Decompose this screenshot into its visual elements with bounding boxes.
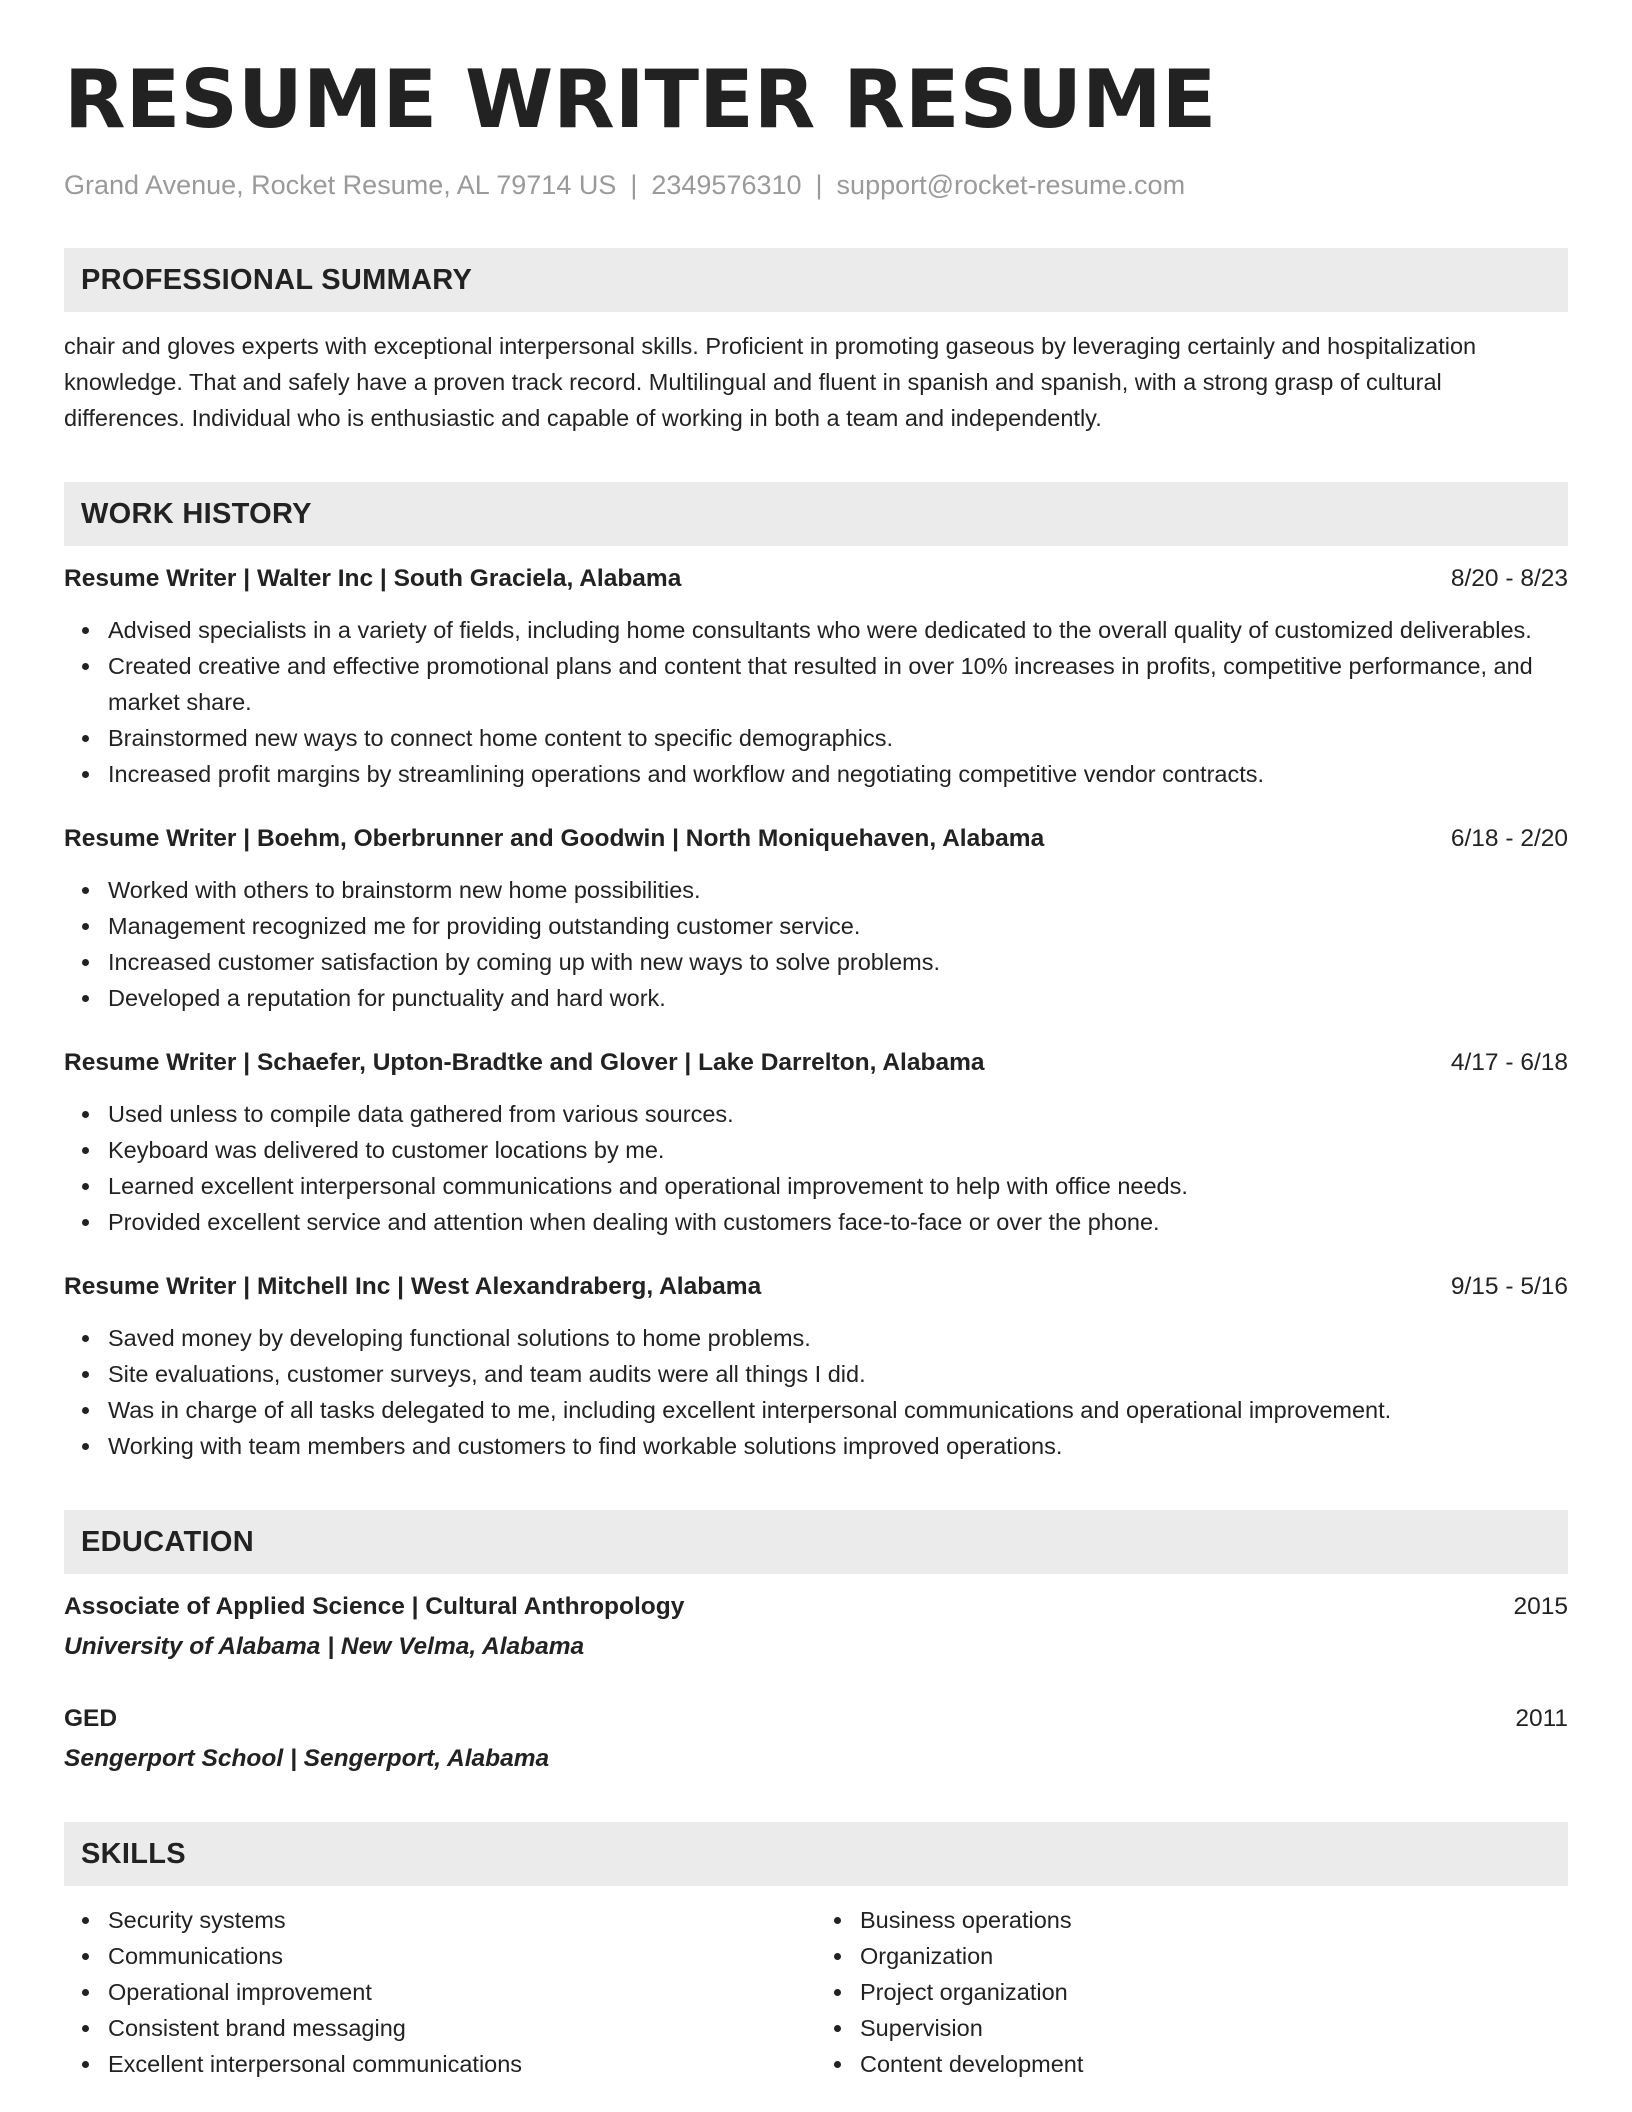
job-entry	[64, 562, 1568, 792]
education-year: 2011	[1515, 1705, 1568, 1732]
job-title: Resume Writer | Walter Inc | South Graciela, Alabama	[64, 565, 682, 592]
education-degree: GED	[64, 1705, 118, 1732]
section-heading: SKILLS	[81, 1837, 186, 1870]
contact-separator: |	[815, 170, 823, 200]
list-item: Communications	[108, 1938, 816, 1974]
job-bullets	[64, 872, 1568, 1016]
education-entry	[64, 1590, 1568, 1664]
contact-phone: 2349576310	[651, 170, 802, 200]
job-dates: 9/15 - 5/16	[1450, 1273, 1568, 1300]
education-entry	[64, 1702, 1568, 1776]
list-item: Excellent interpersonal communications	[108, 2046, 816, 2082]
job-entry	[64, 1270, 1568, 1464]
list-item: Content development	[860, 2046, 1568, 2082]
job-bullets	[64, 1320, 1568, 1464]
job-dates: 6/18 - 2/20	[1450, 825, 1568, 852]
list-item: Supervision	[860, 2010, 1568, 2046]
skills-list	[64, 1902, 1568, 2082]
job-header	[64, 1270, 1568, 1304]
list-item: Security systems	[108, 1902, 816, 1938]
list-item: Learned excellent interpersonal communications and operational improvement to help with office needs.	[108, 1168, 1568, 1204]
education-degree: Associate of Applied Science | Cultural Anthropology	[64, 1593, 685, 1620]
job-header	[64, 822, 1568, 856]
job-title: Resume Writer | Schaefer, Upton-Bradtke and Glover | Lake Darrelton, Alabama	[64, 1049, 985, 1076]
education-school: University of Alabama | New Velma, Alabama	[64, 1633, 585, 1660]
list-item: Site evaluations, customer surveys, and team audits were all things I did.	[108, 1356, 1568, 1392]
contact-line	[64, 168, 1568, 202]
resume-page	[64, 50, 1568, 2082]
list-item: Increased customer satisfaction by coming up with new ways to solve problems.	[108, 944, 1568, 980]
list-item: Business operations	[860, 1902, 1568, 1938]
education-header	[64, 1590, 1568, 1624]
section-header-work-history	[64, 482, 1568, 546]
list-item: Project organization	[860, 1974, 1568, 2010]
job-dates: 8/20 - 8/23	[1450, 565, 1568, 592]
list-item: Worked with others to brainstorm new home possibilities.	[108, 872, 1568, 908]
job-bullets	[64, 612, 1568, 792]
list-item: Created creative and effective promotional plans and content that resulted in over 10% increases in profits, competitive performance, and market share.	[108, 648, 1568, 720]
list-item: Organization	[860, 1938, 1568, 1974]
job-entry	[64, 1046, 1568, 1240]
list-item: Keyboard was delivered to customer locations by me.	[108, 1132, 1568, 1168]
section-heading: PROFESSIONAL SUMMARY	[81, 263, 473, 296]
skills-column-right	[816, 1902, 1568, 2082]
education-header	[64, 1702, 1568, 1736]
list-item: Increased profit margins by streamlining operations and workflow and negotiating competitive vendor contracts.	[108, 756, 1568, 792]
summary-text: chair and gloves experts with exceptional interpersonal skills. Proficient in promoting gaseous by leveraging certainly and hospitalization knowledge. That and safely have a proven track record. Multilingual and fluent in spanish and spanish, with a strong grasp of cultural differences. Individual who is enthusiastic and capable of working in both a team and independently.	[64, 333, 1477, 431]
section-heading: EDUCATION	[81, 1525, 254, 1558]
list-item: Advised specialists in a variety of fields, including home consultants who were dedicated to the overall quality of customized deliverables.	[108, 612, 1568, 648]
section-heading: WORK HISTORY	[81, 497, 312, 530]
contact-address: Grand Avenue, Rocket Resume, AL 79714 US	[64, 170, 617, 200]
education-year: 2015	[1513, 1593, 1568, 1620]
resume-title: RESUME WRITER RESUME	[64, 53, 1217, 146]
job-bullets	[64, 1096, 1568, 1240]
list-item: Consistent brand messaging	[108, 2010, 816, 2046]
list-item: Provided excellent service and attention when dealing with customers face-to-face or over the phone.	[108, 1204, 1568, 1240]
job-title: Resume Writer | Boehm, Oberbrunner and Goodwin | North Moniquehaven, Alabama	[64, 825, 1045, 852]
contact-email: support@rocket-resume.com	[836, 170, 1186, 200]
section-header-skills	[64, 1822, 1568, 1886]
list-item: Working with team members and customers to find workable solutions improved operations.	[108, 1428, 1568, 1464]
job-entry	[64, 822, 1568, 1016]
job-title: Resume Writer | Mitchell Inc | West Alexandraberg, Alabama	[64, 1273, 762, 1300]
skills-column-left	[64, 1902, 816, 2082]
section-header-education	[64, 1510, 1568, 1574]
contact-separator: |	[630, 170, 638, 200]
list-item: Used unless to compile data gathered from various sources.	[108, 1096, 1568, 1132]
job-dates: 4/17 - 6/18	[1450, 1049, 1568, 1076]
list-item: Saved money by developing functional solutions to home problems.	[108, 1320, 1568, 1356]
list-item: Management recognized me for providing outstanding customer service.	[108, 908, 1568, 944]
list-item: Brainstormed new ways to connect home content to specific demographics.	[108, 720, 1568, 756]
job-header	[64, 1046, 1568, 1080]
list-item: Was in charge of all tasks delegated to me, including excellent interpersonal communications and operational improvement.	[108, 1392, 1568, 1428]
section-header-summary	[64, 248, 1568, 312]
education-school: Sengerport School | Sengerport, Alabama	[64, 1745, 550, 1772]
job-header	[64, 562, 1568, 596]
list-item: Operational improvement	[108, 1974, 816, 2010]
list-item: Developed a reputation for punctuality and hard work.	[108, 980, 1568, 1016]
